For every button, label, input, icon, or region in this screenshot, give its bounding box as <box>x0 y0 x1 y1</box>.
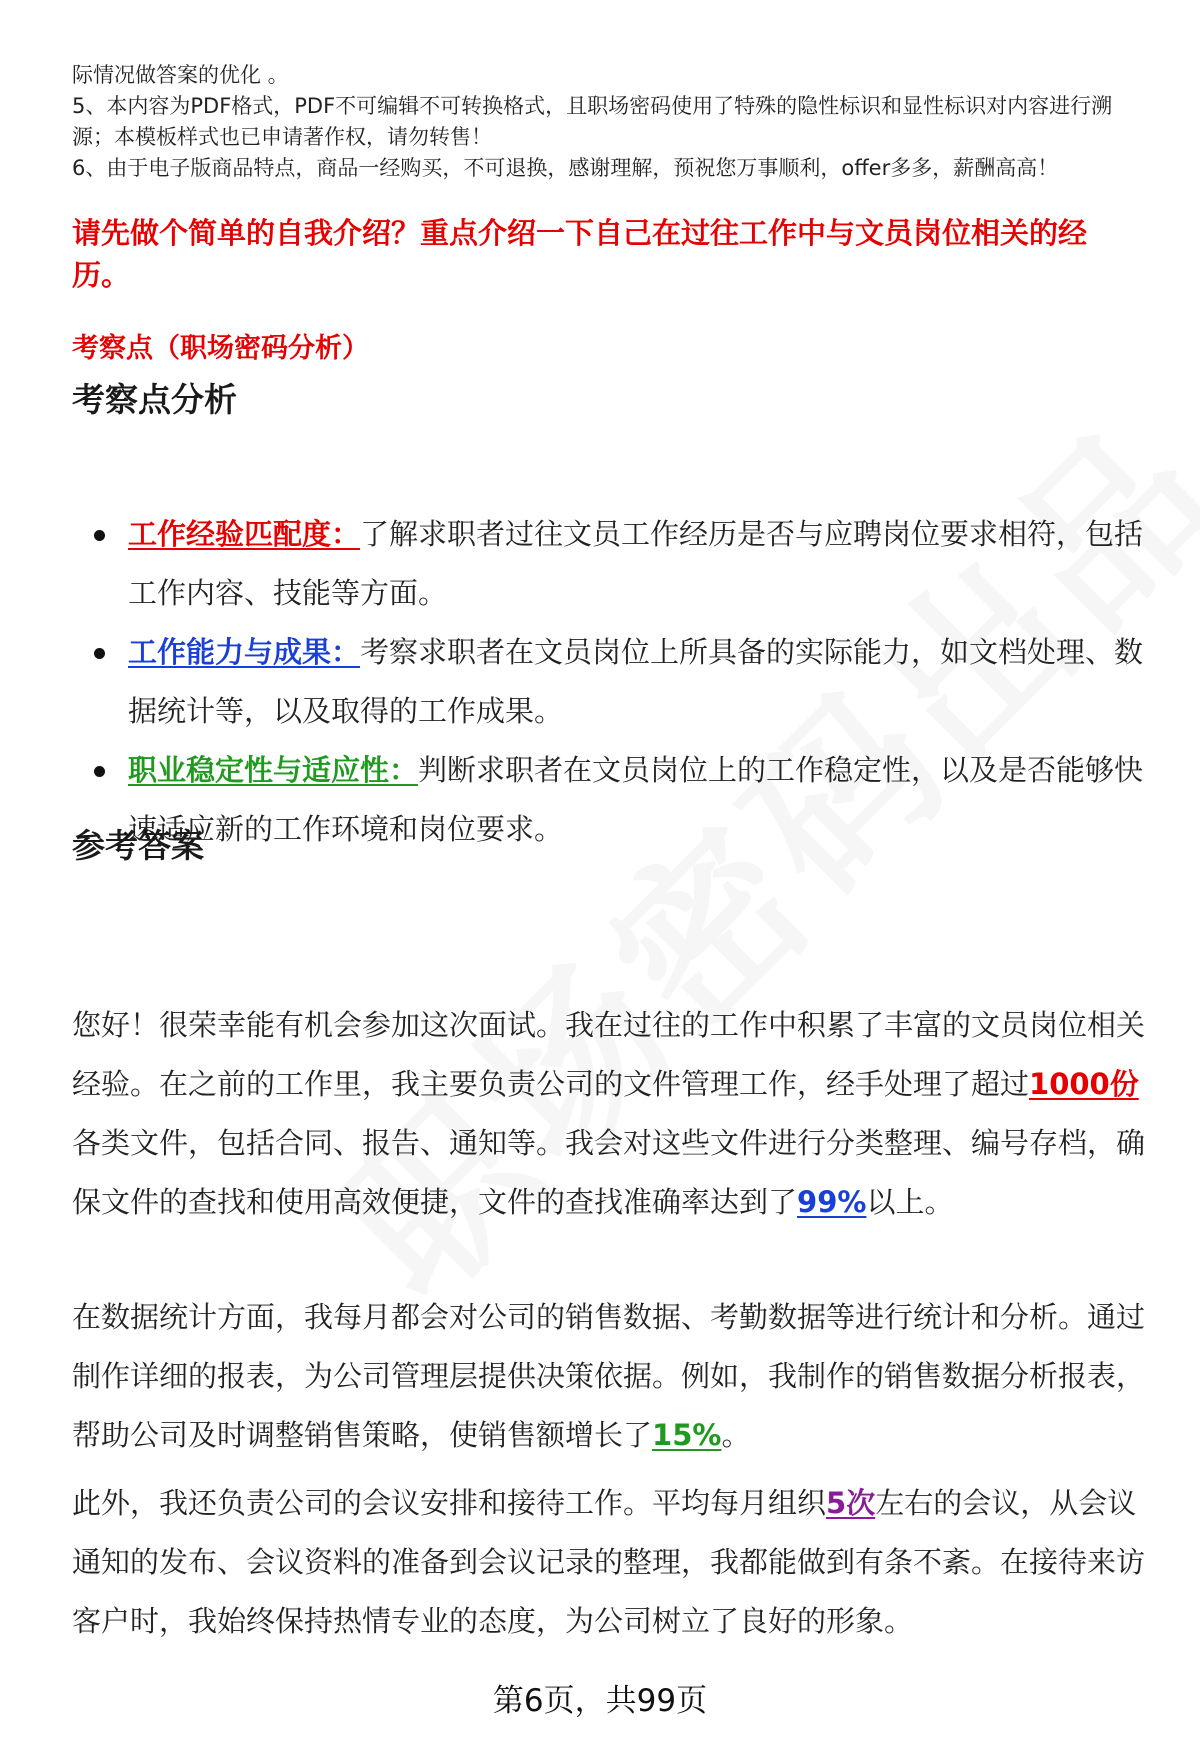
exam-point-label: 考察点（职场密码分析） <box>72 333 369 364</box>
paragraph-text: 在数据统计方面，我每月都会对公司的销售数据、考勤数据等进行统计和分析。通过制作详细的报表，为公司管理层提供决策依据。例如，我制作的销售数据分析报表，帮助公司及时调整销售策略，使销售额增长了 <box>72 1300 1146 1452</box>
notes-section <box>72 60 1152 184</box>
paragraph-text: 以上。 <box>866 1185 954 1219</box>
list-item <box>72 741 1152 859</box>
answer-paragraph-3 <box>72 1474 1152 1651</box>
analysis-list <box>72 505 1152 859</box>
bullet-text: 判断求职者在文员岗位上的工作稳定性，以及是否能够快速适应新的工作环境和岗位要求。 <box>128 753 1144 846</box>
analysis-heading: 考察点分析 <box>72 380 237 419</box>
highlight-number: 1000份 <box>1029 1067 1139 1101</box>
bullet-icon <box>94 766 105 777</box>
paragraph-text: 左右的会议，从会议通知的发布、会议资料的准备到会议记录的整理，我都能做到有条不紊。在接待来访客户时，我始终保持热情专业的态度，为公司树立了良好的形象。 <box>72 1486 1146 1638</box>
note-line: 5、本内容为PDF格式，PDF不可编辑不可转换格式，且职场密码使用了特殊的隐性标识和显性标识对内容进行溯源；本模板样式也已申请著作权，请勿转售！ <box>72 94 1113 149</box>
bullet-icon <box>94 648 105 659</box>
bullet-text: 考察求职者在文员岗位上所具备的实际能力，如文档处理、数据统计等，以及取得的工作成果。 <box>128 635 1144 728</box>
page-number: 第6页，共99页 <box>492 1683 708 1719</box>
note-line: 6、由于电子版商品特点，商品一经购买，不可退换，感谢理解，预祝您万事顺利，offer多多，薪酬高高！ <box>72 156 1059 180</box>
paragraph-text: 此外，我还负责公司的会议安排和接待工作。平均每月组织 <box>72 1486 827 1520</box>
list-item <box>72 505 1152 623</box>
answer-paragraph-2 <box>72 1288 1152 1465</box>
highlight-number: 15% <box>652 1418 722 1452</box>
bullet-keyword: 职业稳定性与适应性： <box>128 753 419 787</box>
list-item <box>72 623 1152 741</box>
paragraph-text: 各类文件，包括合同、报告、通知等。我会对这些文件进行分类整理、编号存档，确保文件的查找和使用高效便捷，文件的查找准确率达到了 <box>72 1126 1146 1219</box>
answer-paragraph-1 <box>72 996 1152 1232</box>
highlight-number: 99% <box>797 1185 867 1219</box>
bullet-icon <box>94 530 105 541</box>
note-line: 际情况做答案的优化 。 <box>72 63 289 87</box>
paragraph-text: 您好！很荣幸能有机会参加这次面试。我在过往的工作中积累了丰富的文员岗位相关经验。在之前的工作里，我主要负责公司的文件管理工作，经手处理了超过 <box>72 1008 1146 1101</box>
interview-question: 请先做个简单的自我介绍？重点介绍一下自己在过往工作中与文员岗位相关的经历。 <box>72 216 1088 292</box>
bullet-keyword: 工作经验匹配度： <box>128 517 361 551</box>
bullet-text: 了解求职者过往文员工作经历是否与应聘岗位要求相符，包括工作内容、技能等方面。 <box>128 517 1144 610</box>
highlight-number: 5次 <box>826 1486 876 1520</box>
answer-heading: 参考答案 <box>72 826 204 865</box>
bullet-keyword: 工作能力与成果： <box>128 635 361 669</box>
paragraph-text: 。 <box>721 1418 751 1452</box>
